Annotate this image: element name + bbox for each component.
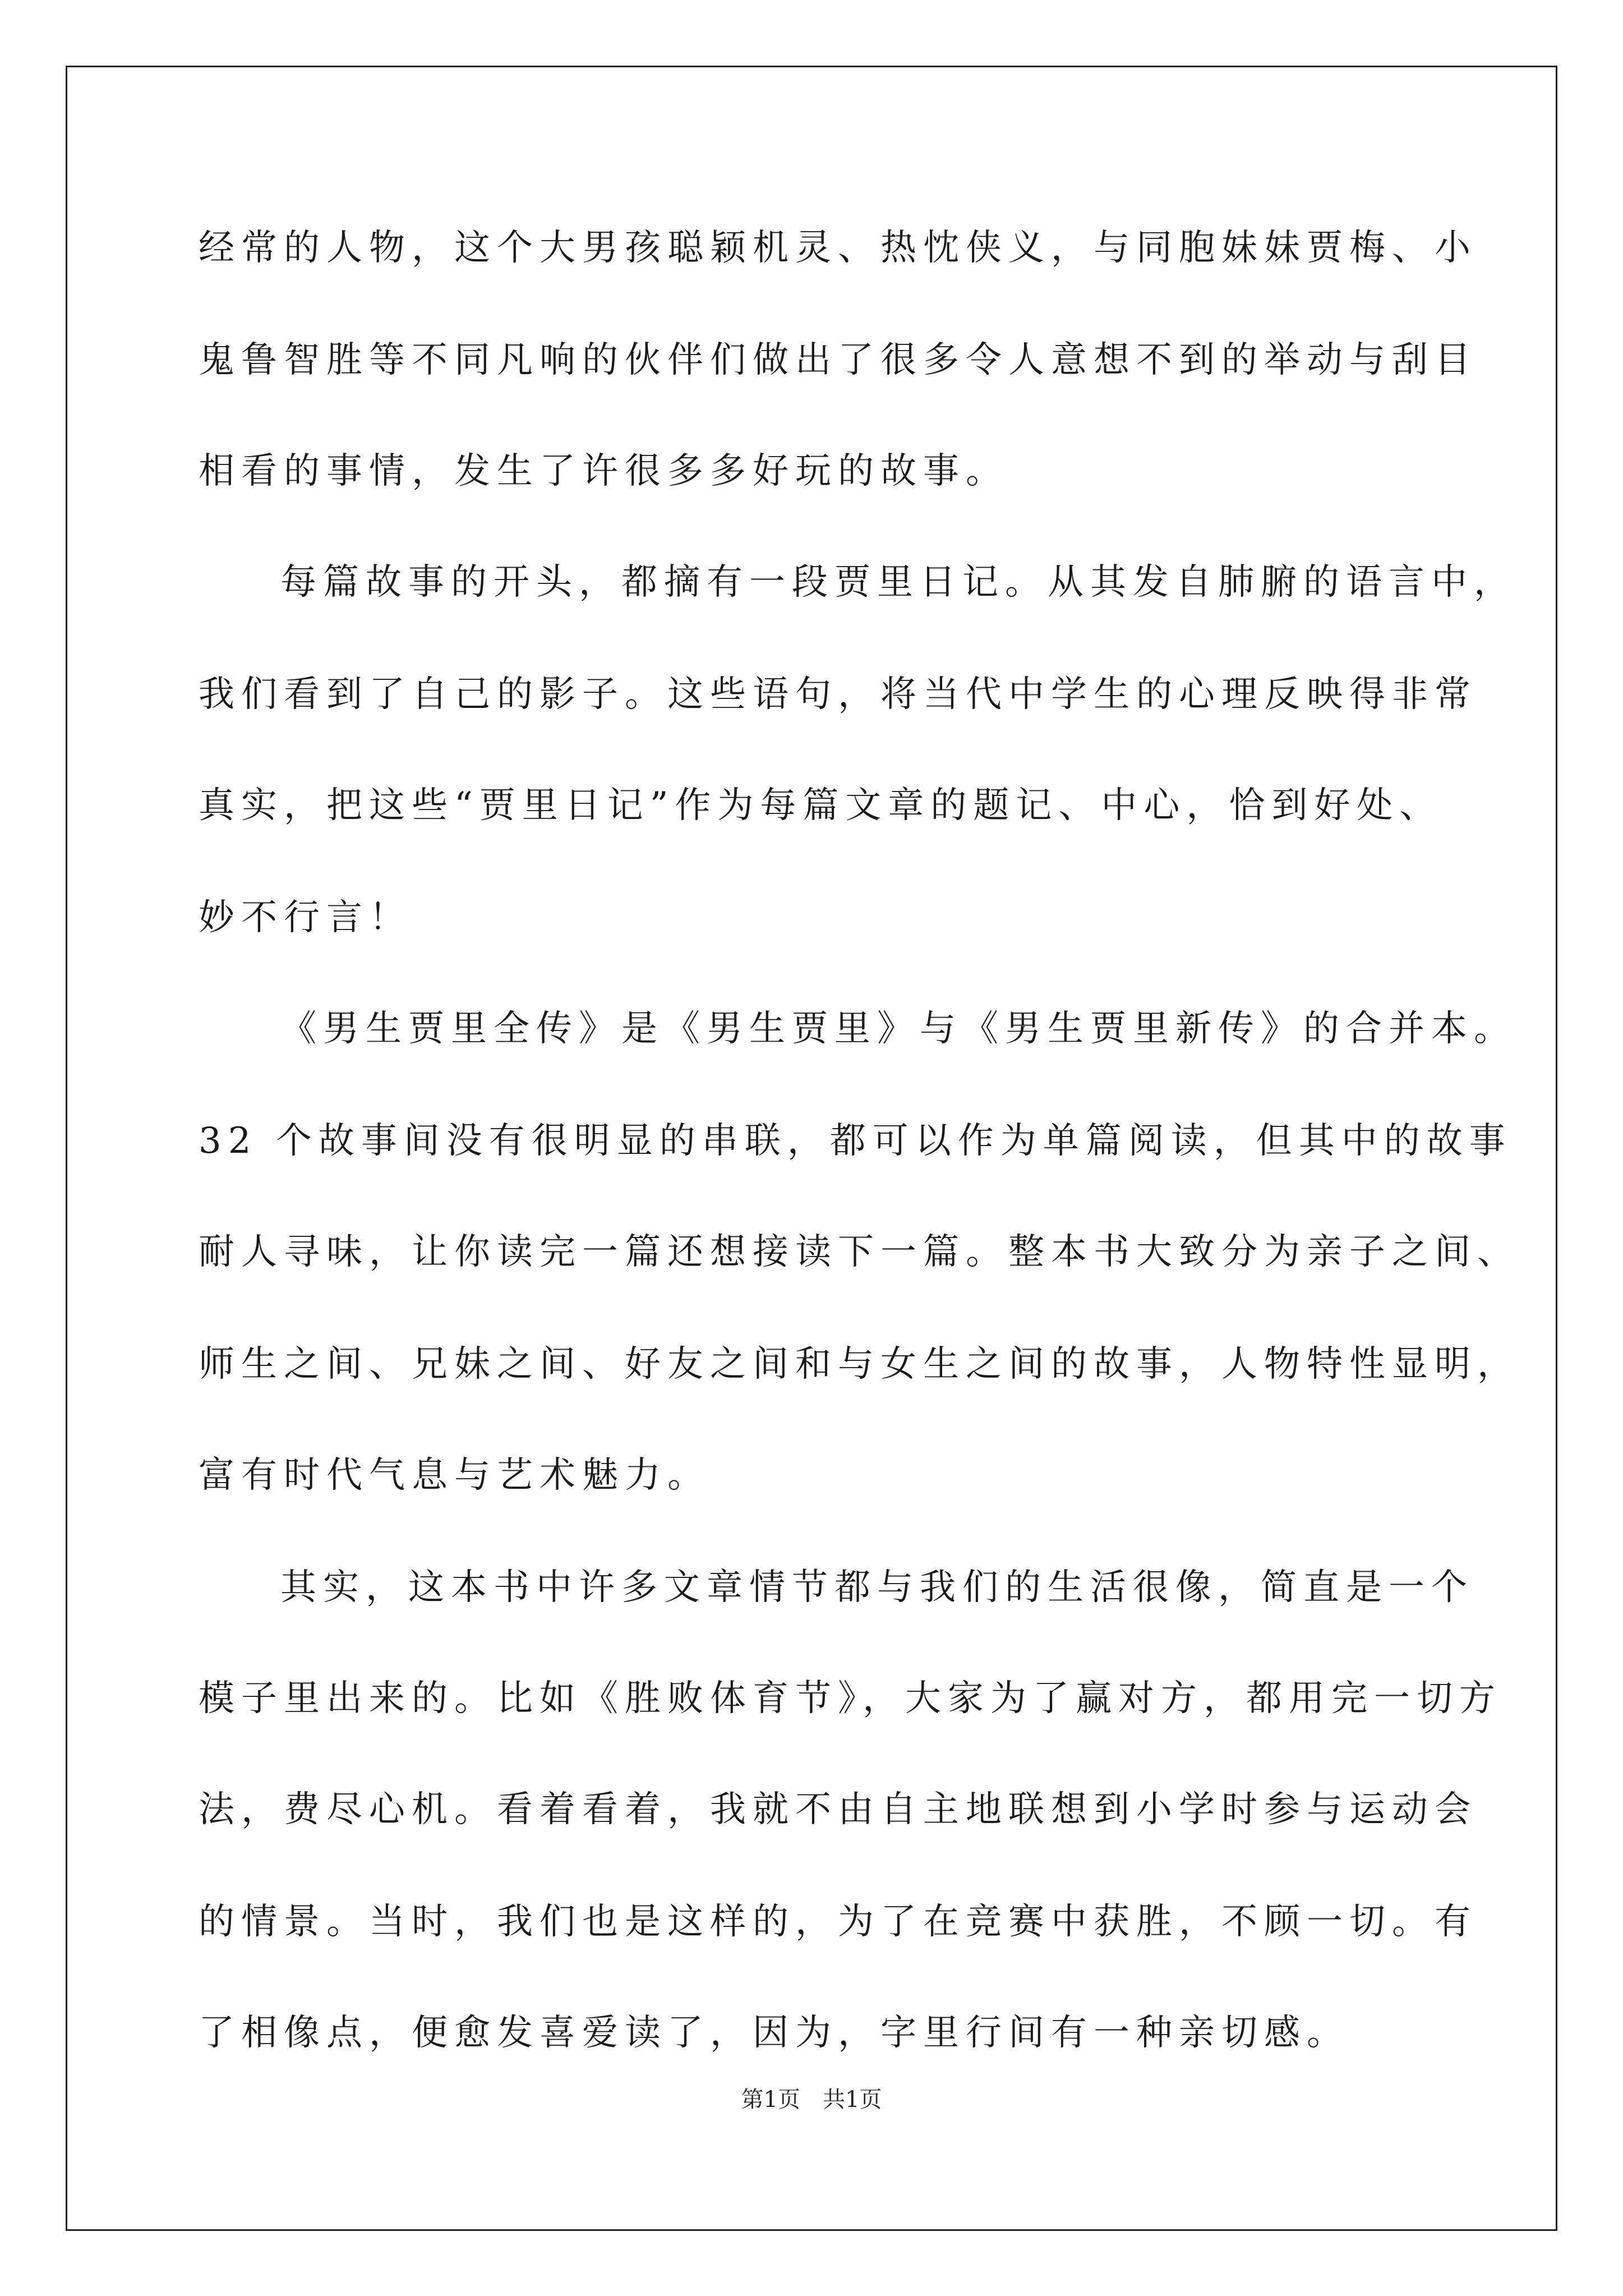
text-line: 妙不行言！ — [199, 897, 412, 938]
text-line: 每篇故事的开头，都摘有一段贾里日记。从其发自肺腑的语言中， — [280, 562, 1516, 603]
text-line: 富有时代气息与艺术魅力。 — [199, 1455, 710, 1496]
text-line: 经常的人物，这个大男孩聪颖机灵、热忱侠义，与同胞妹妹贾梅、小 — [199, 227, 1477, 269]
text-line: 鬼鲁智胜等不同凡响的伙伴们做出了很多令人意想不到的举动与刮目 — [199, 339, 1477, 381]
text-line: 师生之间、兄妹之间、好友之间和与女生之间的故事，人物特性显明， — [199, 1343, 1520, 1385]
text-line: 《男生贾里全传》是《男生贾里》与《男生贾里新传》的合并本。 — [280, 1008, 1516, 1050]
text-line: 其实，这本书中许多文章情节都与我们的生活很像，简直是一个 — [280, 1567, 1474, 1608]
text-line: 我们看到了自己的影子。这些语句，将当代中学生的心理反映得非常 — [199, 674, 1477, 715]
text-line: 了相像点，便愈发喜爱读了，因为，字里行间有一种亲切感。 — [199, 2012, 1349, 2054]
text-line: 耐人寻味，让你读完一篇还想接读下一篇。整本书大致分为亲子之间、 — [199, 1231, 1520, 1273]
text-line: 32 个故事间没有很明显的串联，都可以作为单篇阅读，但其中的故事 — [199, 1120, 1512, 1162]
text-line: 的情景。当时，我们也是这样的，为了在竞赛中获胜，不顾一切。有 — [199, 1901, 1477, 1943]
text-line: 法，费尽心机。看着看着，我就不由自主地联想到小学时参与运动会 — [199, 1789, 1477, 1830]
text-line: 模子里出来的。比如《胜败体育节》，大家为了赢对方，都用完一切方 — [199, 1678, 1502, 1719]
text-line: 真实，把这些“贾里日记”作为每篇文章的题记、中心，恰到好处、 — [199, 785, 1442, 826]
text-line: 相看的事情，发生了许很多多好玩的故事。 — [199, 450, 1008, 492]
page-number-footer: 第1页 共1页 — [741, 2087, 882, 2113]
